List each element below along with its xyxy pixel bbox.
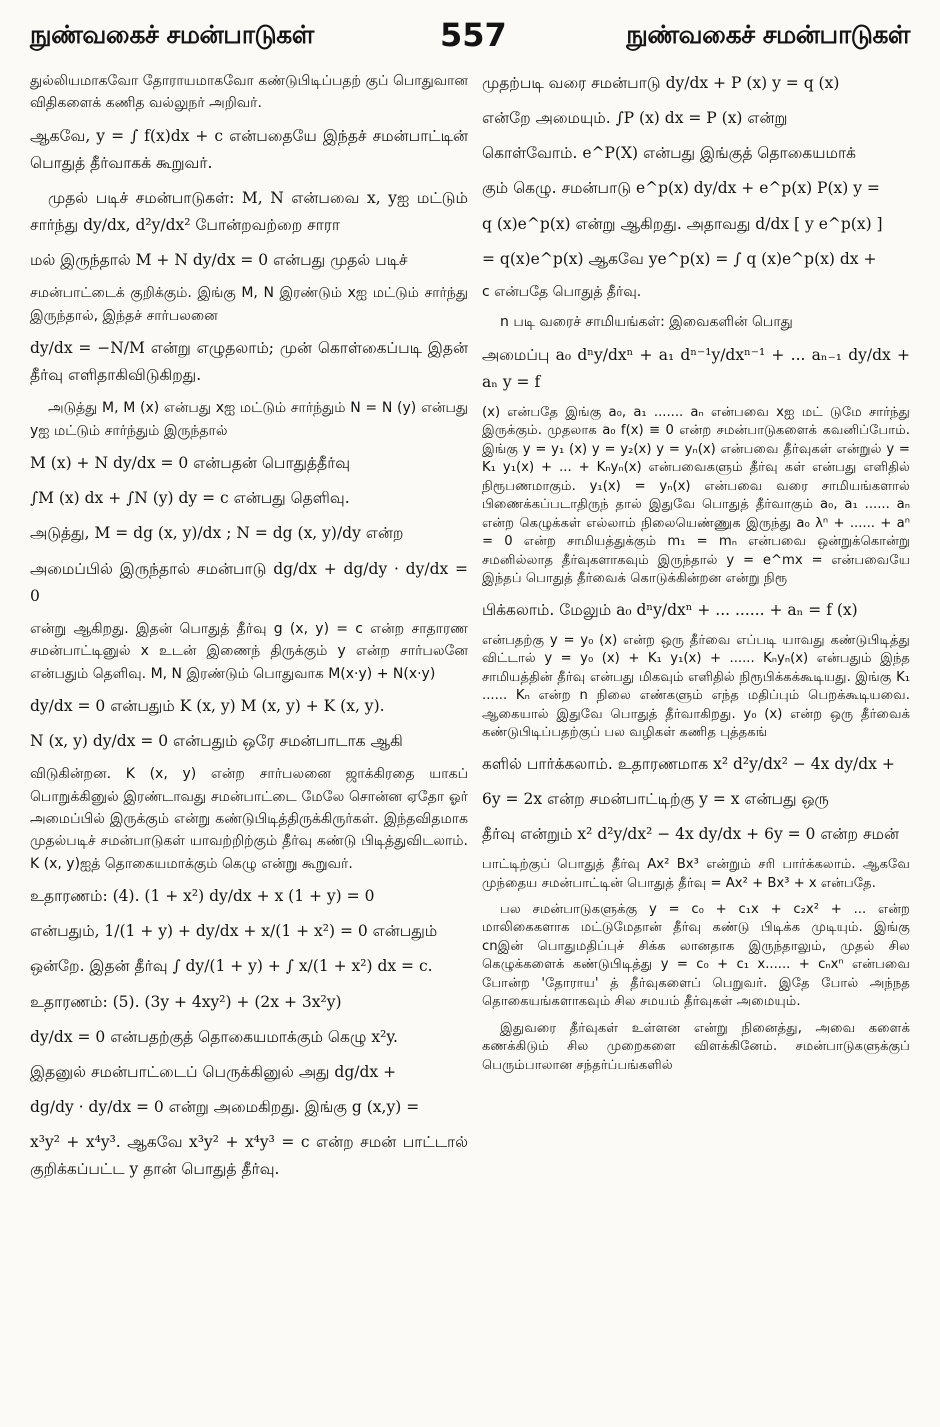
running-head-right: நுண்வகைச் சமன்பாடுகள் [626, 20, 910, 49]
left-column [30, 70, 468, 1411]
paragraph: என்று ஆகிறது. இதன் பொதுத் தீர்வு g (x, y) = c என்ற சாதாரண சமன்பாட்டினுல் x உடன் இணைந் திருக்கும் y என்ற சார்பலனே என்பதும் தெளிவு. M, N இரண்டும் பொதுவாக M(x·y) + N(x·y) [30, 620, 468, 682]
paragraph: முதல் படிச் சமன்பாடுகள்: M, N என்பவை x, yஐ மட்டும் சார்ந்து dy/dx, d²y/dx² போன்றவற்றை சாரா [30, 189, 468, 235]
equation-line: களில் பார்க்கலாம். உதாரணமாக x² d²y/dx² − 4x dy/dx + [482, 754, 895, 773]
equation-line: அமைப்பு a₀ dⁿy/dxⁿ + a₁ dⁿ⁻¹y/dxⁿ⁻¹ + ... aₙ₋₁ dy/dx + aₙ y = f [482, 345, 910, 391]
equation-line: கும் கெழு. சமன்பாடு e^p(x) dy/dx + e^p(x) P(x) y = [482, 179, 880, 198]
paragraph: dy/dx = −N/M என்று எழுதலாம்; முன் கொள்கைப்படி இதன் தீர்வு எளிதாகிவிடுகிறது. [30, 339, 468, 385]
equation-line: இதனுல் சமன்பாட்டைப் பெருக்கினுல் அது dg/dx + [30, 1062, 397, 1081]
equation-line: என்றே அமையும். ∫P (x) dx = P (x) என்று [482, 109, 788, 128]
equation-line: q (x)e^p(x) என்று ஆகிறது. அதாவது d/dx [ y e^p(x) ] [482, 214, 883, 233]
equation-line: M (x) + N dy/dx = 0 என்பதன் பொதுத்தீர்வு [30, 454, 351, 473]
equation-line: அடுத்து, M = dg (x, y)/dx ; N = dg (x, y)/dy என்ற [30, 524, 404, 543]
example-heading: உதாரணம்: (4). (1 + x²) dy/dx + x (1 + y) = 0 [30, 887, 375, 906]
equation-line: = q(x)e^p(x) ஆகவே ye^p(x) = ∫ q (x)e^p(x) dx + [482, 249, 877, 268]
paragraph: c என்பதே பொதுத் தீர்வு. [482, 283, 642, 300]
equation-line: dy/dx = 0 என்பதும் K (x, y) M (x, y) + K (x, y). [30, 697, 385, 716]
page-number: 557 [440, 16, 507, 54]
section-heading: n படி வரைச் சாமியங்கள்: இவைகளின் பொது [500, 314, 793, 331]
paragraph: பாட்டிற்குப் பொதுத் தீர்வு Ax² Bx³ என்றும் சரி பார்க்கலாம். ஆகவே முந்தைய சமன்பாட்டின் பொதுத் தீர்வு = Ax² + Bx³ + x என்பதே. [482, 857, 910, 891]
paragraph: மல் இருந்தால் M + N dy/dx = 0 என்பது முதல் படிச் [30, 251, 408, 270]
equation-line: 6y = 2x என்ற சமன்பாட்டிற்கு y = x என்பது ஒரு [482, 789, 829, 808]
running-header [30, 16, 910, 60]
paragraph: ஆகவே, y = ∫ f(x)dx + c என்பதையே இந்தச் சமன்பாட்டின் பொதுத் தீர்வாகக் கூறுவர். [30, 126, 468, 172]
equation-line: dy/dx = 0 என்பதற்குத் தொகையமாக்கும் கெழு x²y. [30, 1027, 398, 1046]
paragraph: என்பதற்கு y = y₀ (x) என்ற ஒரு தீர்வை எப்படி யாவது கண்டுபிடித்து விட்டால் y = y₀ (x) + K₁ y₁(x) + ...... Kₙyₙ(x) என்பதும் இந்த சாமியத்தின் தீர்வு என்பது மிகவும் எளிதில் நிரூபிக்கக்கூடியது. இங்கு K₁ ...... Kₙ என்ற n நிலை எண்களும் எந்த மதிப்பும் பெறக்கூடியவை. ஆகையால் இதுவே பொதுத் தீர்வாகிறது. y₀ (x) என்ற ஒரு தீர்வைக் கண்டுபிடிப்பதற்குப் பல வழிகள் கணித புத்தகங் [482, 632, 910, 741]
example-heading: உதாரணம்: (5). (3y + 4xy²) + (2x + 3x²y) [30, 992, 342, 1011]
equation-line: x³y² + x⁴y³. ஆகவே x³y² + x⁴y³ = c என்ற சமன் பாட்டால் குறிக்கப்பட்ட y தான் பொதுத் தீர்வு. [30, 1133, 468, 1179]
equation-line: பிக்கலாம். மேலும் a₀ dⁿy/dxⁿ + ... ...... + aₙ = f (x) [482, 600, 858, 619]
equation-line: என்பதும், 1/(1 + y) + dy/dx + x/(1 + x²) = 0 என்பதும் [30, 922, 438, 941]
paragraph: விடுகின்றன. K (x, y) என்ற சார்பலனை ஜாக்கிரதை யாகப் பொறுக்கினுல் இரண்டாவது சமன்பாட்டை மேலே சொன்ன ஏதோ ஓர் அமைப்பில் இருக்கும் என்று கண்டுபிடித்திருக்கிருர்கள். இந்தவிதமாக முதல்படிச் சமன்பாடுகள் யாவற்றிற்கும் தீர்வு கண்டு பிடித்துவிடலாம். K (x, y)ஐத் தொகையமாக்கும் கெழு என்று கூறுவர். [30, 766, 468, 872]
equation-line: ஒன்றே. இதன் தீர்வு ∫ dy/(1 + y) + ∫ x/(1 + x²) dx = c. [30, 957, 433, 976]
equation-line: N (x, y) dy/dx = 0 என்பதும் ஒரே சமன்பாடாக ஆகி [30, 732, 403, 751]
equation-line: ∫M (x) dx + ∫N (y) dy = c என்பது தெளிவு. [30, 489, 350, 508]
running-head-left: நுண்வகைச் சமன்பாடுகள் [30, 20, 314, 49]
paragraph: அடுத்து M, M (x) என்பது xஐ மட்டும் சார்ந்தும் N = N (y) என்பது yஐ மட்டும் சார்ந்தும் இருந்தால் [30, 400, 468, 439]
paragraph: பல சமன்பாடுகளுக்கு y = c₀ + c₁x + c₂x² + ... என்ற மாலிகைகளாக மட்டுமேதான் தீர்வு கண்டு பிடிக்க முடியும். இங்கு cnஇன் பொதுமதிப்புச் சிக்க லானதாக இருந்தாலும், முதல் சில கெழுக்களைக் கண்டுபிடித்து y = c₀ + c₁ x...... + cₙxⁿ என்பவை போன்ற 'தோராய' த் தீர்வுகளைப் பெறுவர். இதே போல் அந்நத தொகையங்களாகவும் சில சமயம் தீர்வுகள் அமையும். [482, 902, 910, 1010]
right-column [482, 70, 910, 1411]
equation-line: கொள்வோம். e^P(X) என்பது இங்குத் தொகையமாக் [482, 144, 856, 163]
equation-line: முதற்படி வரை சமன்பாடு dy/dx + P (x) y = q (x) [482, 74, 840, 92]
equation-line: dg/dy · dy/dx = 0 என்று அமைகிறது. இங்கு g (x,y) = [30, 1097, 420, 1116]
equation-line: தீர்வு என்றும் x² d²y/dx² − 4x dy/dx + 6y = 0 என்ற சமன் [482, 824, 900, 843]
equation-line: அமைப்பில் இருந்தால் சமன்பாடு dg/dx + dg/dy · dy/dx = 0 [30, 559, 468, 605]
paragraph: துல்லியமாகவோ தோராயமாகவோ கண்டுபிடிப்பதற் குப் பொதுவான விதிகளைக் கணித வல்லுநர் அறிவர். [30, 73, 468, 112]
paragraph: (x) என்பதே இங்கு a₀, a₁ ....... aₙ என்பவை xஐ மட் டுமே சார்ந்து இருக்கும். முதலாக a₀ f(x) ≡ 0 என்ற சமன்பாடுகளைக் கவனிப்போம். இங்கு y = y₁ (x) y = y₂(x) y = yₙ(x) என்பவை தீர்வுகள் என்றுல் y = K₁ y₁(x) + ... + Kₙyₙ(x) என்பவைகளும் தீர்வு கள் என்பது எளிதில் நிரூபணமாகும். y₁(x) = yₙ(x) என்பவை வரை சாமியங்களால் பிணைக்கப்படாதிருந் தால் இதுவே பொதுத் தீர்வாகும் a₀, a₁ ...... aₙ என்ற கெழுக்கள் எல்லாம் நிலையெண்ணுக இருந்து a₀ λⁿ + ...... + aⁿ = 0 என்ற சாமியத்துக்கும் m₁ = mₙ என்பவை ஒன்றுக்கொன்று சமனில்லாத தீர்வுகளாகவும் இருந்தால் y = e^mx = என்பவையே இந்தப் பொதுத் தீர்வைக் கொடுக்கின்றன என்று நிரூ [482, 404, 910, 587]
paragraph: இதுவரை தீர்வுகள் உள்ளன என்று நினைத்து, அவை களைக் கணக்கிடும் சில முறைகளை விளக்கினேம். சமன்பாடுகளுக்குப் பெரும்பாலான சந்தர்ப்பங்களில் [482, 1020, 910, 1073]
paragraph: சமன்பாட்டைக் குறிக்கும். இங்கு M, N இரண்டும் xஐ மட்டும் சார்ந்து இருந்தால், இந்தச் சார்பலனை [30, 285, 468, 324]
